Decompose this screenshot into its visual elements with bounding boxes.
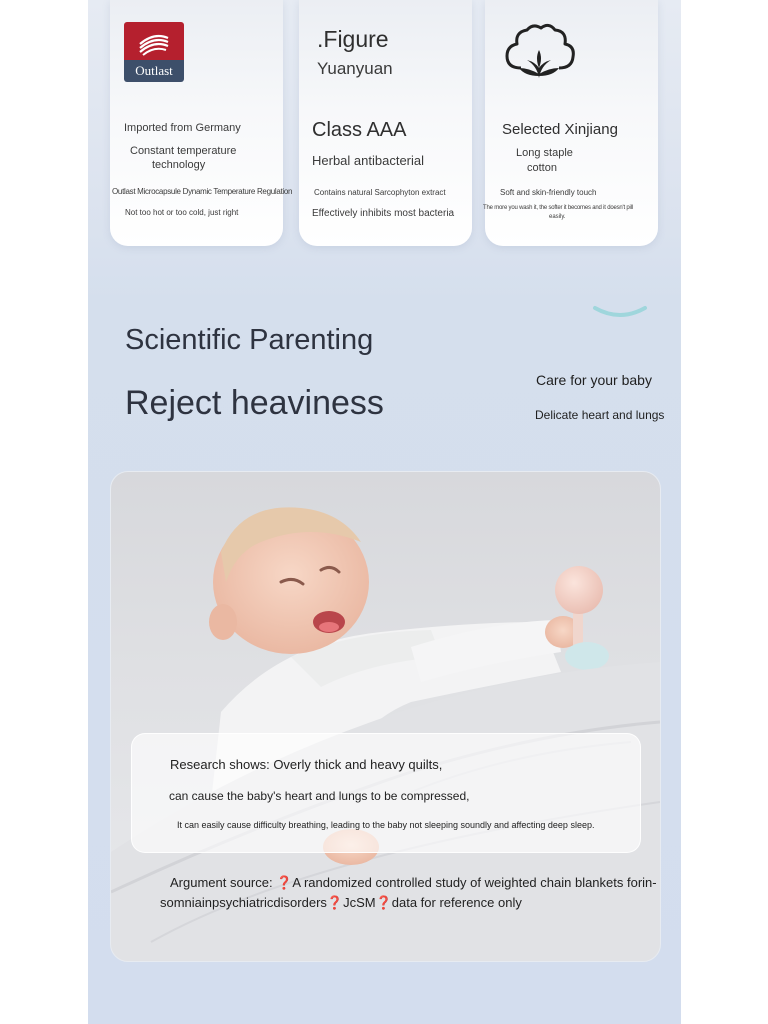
research-line2: can cause the baby's heart and lungs to be compressed, bbox=[169, 789, 470, 803]
argument-source-line1: Argument source: ❓A randomized controlled study of weighted chain blankets forin- bbox=[170, 875, 657, 890]
decorative-arc bbox=[592, 300, 648, 322]
card2-line2: Yuanyuan bbox=[317, 59, 393, 78]
card1-line2: Constant temperature bbox=[130, 145, 237, 157]
cotton-icon bbox=[501, 22, 577, 82]
card3-line2: Long staple bbox=[516, 147, 573, 159]
outlast-logo bbox=[124, 22, 184, 82]
baby-photo-panel bbox=[110, 471, 661, 962]
feature-card-outlast bbox=[110, 0, 293, 246]
research-line1: Research shows: Overly thick and heavy quilts, bbox=[170, 757, 443, 772]
outlast-logo-mark bbox=[124, 22, 184, 60]
research-line3: It can easily cause difficulty breathing, leading to the baby not sleeping soundly and affecting deep sleep. bbox=[177, 820, 595, 830]
card3-line1: Selected Xinjiang bbox=[502, 121, 618, 138]
card2-line6: Effectively inhibits most bacteria bbox=[312, 208, 455, 219]
section-title-scientific-parenting: Scientific Parenting bbox=[125, 324, 374, 356]
argument-source-line2: somniainpsychiatricdisorders❓JcSM❓data for reference only bbox=[160, 895, 522, 910]
card1-line3: technology bbox=[152, 159, 206, 171]
card3-line5: The more you wash it, the softer it becomes and it doesn't pill bbox=[483, 205, 633, 211]
card1-line1: Imported from Germany bbox=[124, 122, 241, 134]
card2-line3: Class AAA bbox=[312, 119, 407, 141]
card2-line5: Contains natural Sarcophyton extract bbox=[314, 188, 446, 197]
feature-card-cotton bbox=[485, 0, 658, 246]
delicate-heart-lungs-text: Delicate heart and lungs bbox=[535, 408, 665, 422]
card2-line1: .Figure bbox=[317, 26, 389, 52]
section-title-reject-heaviness: Reject heaviness bbox=[125, 384, 384, 422]
card3-line4: Soft and skin-friendly touch bbox=[500, 188, 597, 197]
card2-line4: Herbal antibacterial bbox=[312, 153, 425, 168]
card3-line3: cotton bbox=[527, 162, 557, 174]
research-callout bbox=[131, 733, 641, 853]
care-for-baby-text: Care for your baby bbox=[536, 372, 652, 388]
outlast-logo-text: Outlast bbox=[124, 60, 184, 82]
feature-card-antibacterial bbox=[299, 0, 472, 246]
card3-line6: easily. bbox=[549, 214, 566, 220]
card1-line4: Outlast Microcapsule Dynamic Temperature Regulation bbox=[112, 187, 293, 196]
card1-line5: Not too hot or too cold, just right bbox=[125, 208, 239, 217]
